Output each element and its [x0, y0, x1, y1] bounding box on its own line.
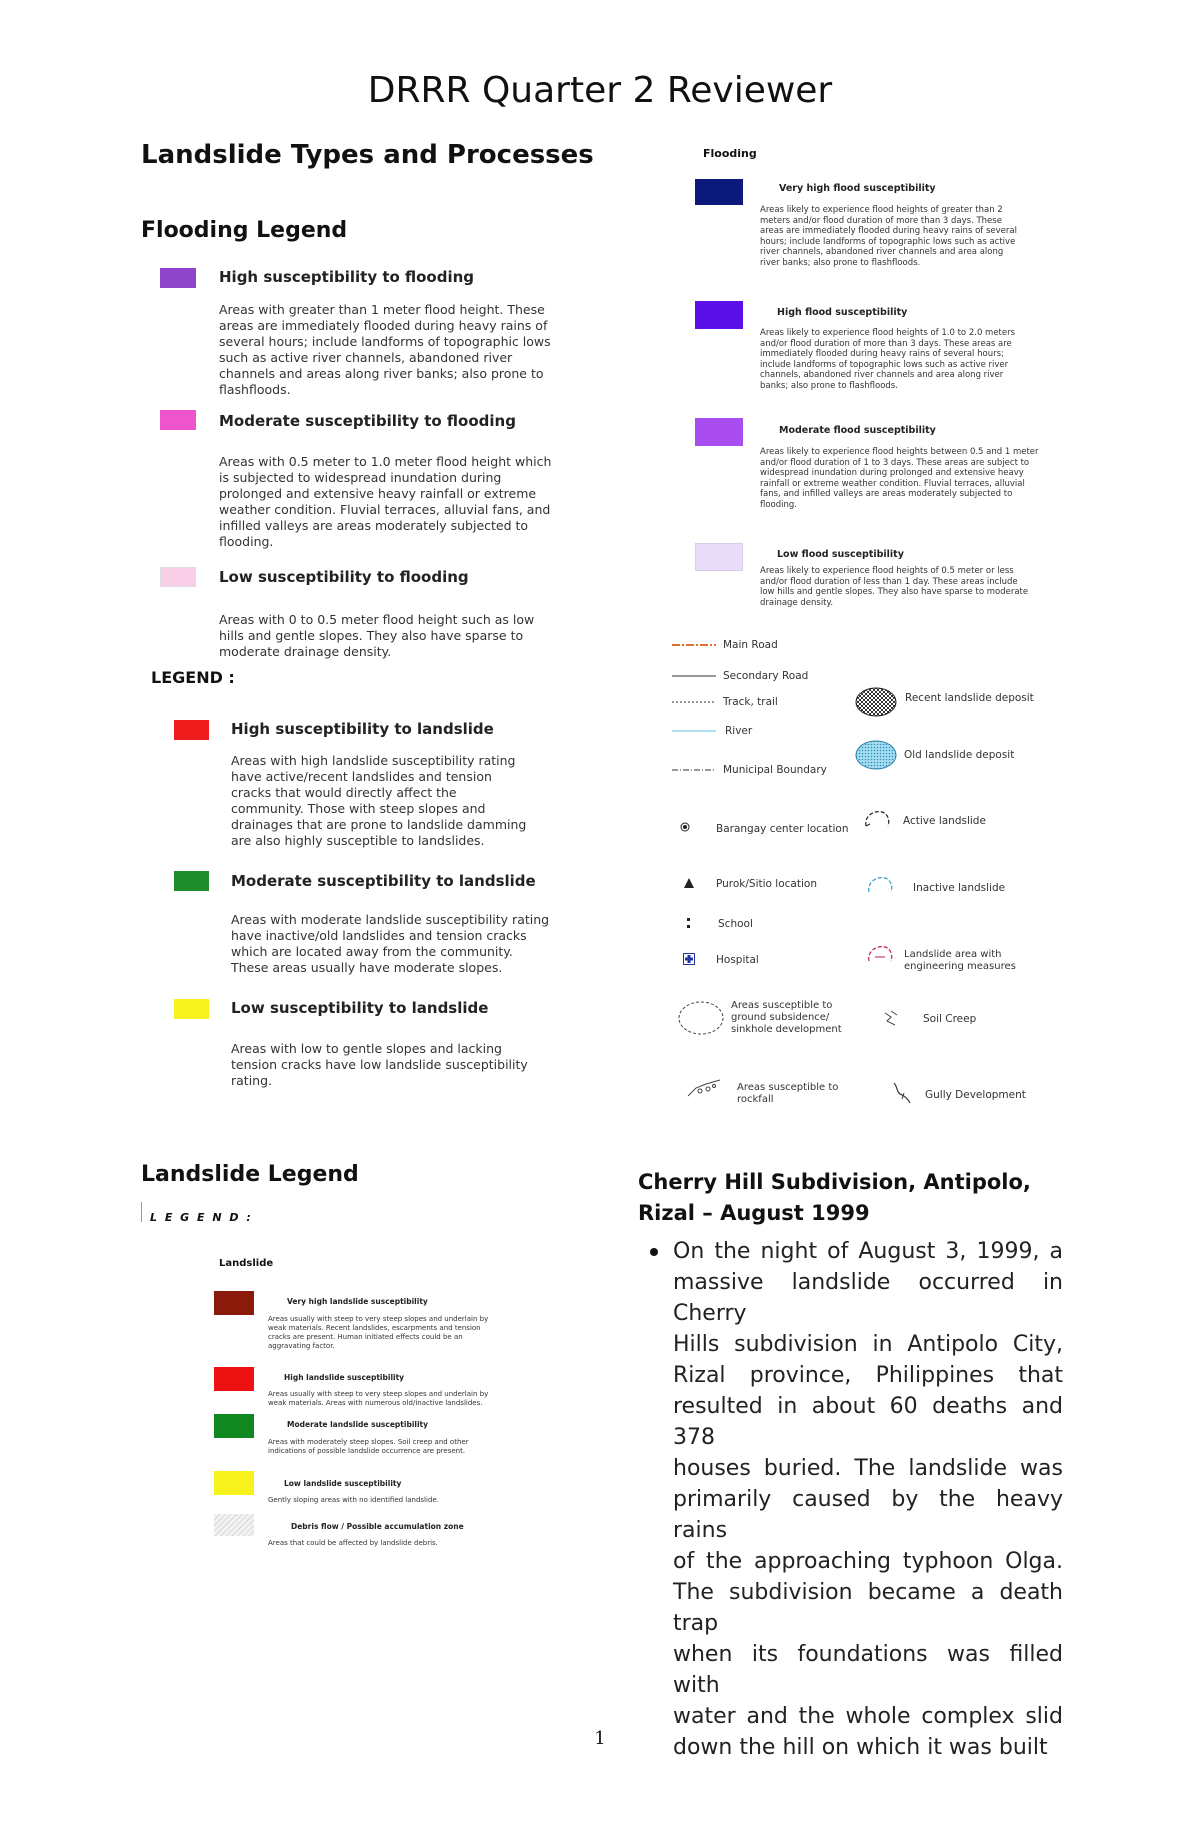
school-icon [685, 917, 693, 931]
flood-high-small-desc: Areas likely to experience flood heights of 1.0 to 2.0 meters and/or flood duration of more than 3 days. These areas are immediately flooded during heavy rains of several hours; include landforms of topographic lows such as active river channels, abandoned river channels and area along river banks; also prone to flashfloods. [760, 328, 1016, 391]
paragraph-line: The subdivision became a death trap [673, 1580, 1063, 1636]
active-landslide-icon [862, 808, 892, 834]
flood-low-small-swatch [695, 543, 743, 571]
paragraph-line: houses buried. The landslide was [673, 1456, 1063, 1481]
active-landslide-label: Active landslide [903, 815, 986, 827]
paragraph-line: massive landslide occurred in Cherry [673, 1270, 1063, 1326]
soil-creep-icon [883, 1009, 903, 1029]
landslide-low-desc: Areas with low to gentle slopes and lacking tension cracks have low landslide susceptibility rating. [231, 1041, 528, 1088]
purok-label: Purok/Sitio location [716, 878, 817, 890]
recent-deposit-icon [855, 687, 897, 717]
municipal-boundary-icon [672, 768, 716, 772]
landslide-legend-heading: Landslide Legend [141, 1162, 359, 1187]
flood-moderate-swatch [160, 410, 196, 430]
flood-veryhigh-desc: Areas likely to experience flood heights of greater than 2 meters and/or flood duration of more than 3 days. These areas are immediately flooded during heavy rains of several hours; include landforms of topographic lows such as active river channels, abandoned river channels and area along river banks; also prone to flashfloods. [760, 205, 1017, 268]
flood-high-desc: Areas with greater than 1 meter flood height. These areas are immediately flooded during heavy rains of several hours; include landforms of topographic lows such as active river channels, abandoned river channels and areas along river banks; also prone to flashfloods. [219, 302, 551, 397]
subsidence-icon [678, 1000, 724, 1036]
landslide-moderate-swatch [174, 871, 209, 891]
ls-low-label: Low landslide susceptibility [284, 1479, 402, 1488]
flood-low-small-desc: Areas likely to experience flood heights of 0.5 meter or less and/or flood duration of less than 1 day. These areas include low hills and gentle slopes. They also have sparse to moderate drainage density. [760, 566, 1029, 608]
main-road-label: Main Road [723, 639, 778, 651]
bullet-dot [650, 1248, 658, 1256]
paragraph-line: when its foundations was filled with [673, 1642, 1063, 1698]
flood-high-label: High susceptibility to flooding [219, 268, 475, 286]
ls-low-desc: Gently sloping areas with no identified landslide. [268, 1496, 439, 1504]
flood-high-small-label: High flood susceptibility [777, 307, 908, 318]
flood-low-small-label: Low flood susceptibility [777, 549, 904, 560]
old-deposit-icon [855, 740, 897, 770]
soil-creep-label: Soil Creep [923, 1013, 977, 1025]
case-study-title-line2: Rizal – August 1999 [638, 1201, 870, 1225]
landslide-high-label: High susceptibility to landslide [231, 720, 494, 738]
legend-small-label: L E G E N D : [150, 1211, 253, 1224]
landslide-high-desc: Areas with high landslide susceptibility rating have active/recent landslides and tension cracks that would directly affect the community. Those with steep slopes and drainages that are prone to landslide damming are also highly susceptible to landslides. [231, 753, 527, 848]
old-deposit-label: Old landslide deposit [904, 749, 1015, 761]
ls-veryhigh-swatch [214, 1291, 254, 1315]
subsidence-label: Areas susceptible to ground subsidence/ sinkhole development [731, 1000, 842, 1035]
case-study-paragraph [673, 1236, 1063, 1763]
landslide-moderate-label: Moderate susceptibility to landslide [231, 872, 536, 890]
ls-moderate-swatch [214, 1414, 254, 1438]
ls-debris-label: Debris flow / Possible accumulation zone [291, 1522, 464, 1531]
ls-debris-swatch [214, 1514, 254, 1536]
paragraph-line: of the approaching typhoon Olga. [673, 1549, 1063, 1574]
landslide-low-label: Low susceptibility to landslide [231, 999, 489, 1017]
inactive-landslide-icon [865, 874, 895, 900]
flood-moderate-label: Moderate susceptibility to flooding [219, 412, 516, 430]
image-edge-mark [141, 1202, 144, 1222]
gully-label: Gully Development [925, 1089, 1026, 1101]
ls-veryhigh-desc: Areas usually with steep to very steep slopes and underlain by weak materials. Recent landslides, escarpments and tension cracks are present. Human initiated effects could be an aggravating factor. [268, 1315, 489, 1350]
flood-low-swatch [160, 567, 196, 587]
gully-icon [890, 1081, 916, 1105]
barangay-icon [680, 822, 690, 832]
paragraph-line: water and the whole complex slid [673, 1704, 1063, 1729]
paragraph-line: Hills subdivision in Antipolo City, [673, 1332, 1063, 1357]
main-road-icon [672, 642, 716, 648]
rockfall-icon [686, 1078, 724, 1100]
inactive-landslide-label: Inactive landslide [913, 882, 1006, 894]
ls-low-swatch [214, 1471, 254, 1495]
engineered-landslide-label: Landslide area with engineering measures [904, 949, 1016, 972]
secondary-road-icon [672, 674, 716, 678]
flood-moderate-desc: Areas with 0.5 meter to 1.0 meter flood height which is subjected to widespread inundation during prolonged and extensive heavy rainfall or extreme weather condition. Fluvial terraces, alluvial fans, and infilled valleys are areas moderately subjected to flooding. [219, 454, 552, 549]
river-icon [672, 729, 716, 733]
ls-debris-desc: Areas that could be affected by landslide debris. [268, 1539, 438, 1547]
secondary-road-label: Secondary Road [723, 670, 809, 682]
flooding-legend-heading: Flooding Legend [141, 218, 348, 243]
flood-moderate-small-label: Moderate flood susceptibility [779, 425, 936, 436]
case-study-title-line1: Cherry Hill Subdivision, Antipolo, [638, 1170, 1031, 1194]
barangay-label: Barangay center location [716, 823, 849, 835]
ls-moderate-label: Moderate landslide susceptibility [287, 1420, 429, 1429]
paragraph-line: resulted in about 60 deaths and 378 [673, 1394, 1063, 1450]
paragraph-line: primarily caused by the heavy rains [673, 1487, 1063, 1543]
school-label: School [718, 918, 753, 930]
rockfall-label: Areas susceptible to rockfall [737, 1082, 839, 1105]
river-label: River [725, 725, 753, 737]
recent-deposit-label: Recent landslide deposit [905, 692, 1034, 704]
track-icon [672, 700, 716, 704]
municipal-boundary-label: Municipal Boundary [723, 764, 827, 776]
paragraph-line: Rizal province, Philippines that [673, 1363, 1063, 1388]
paragraph-line: On the night of August 3, 1999, a [673, 1239, 1063, 1264]
flood-high-small-swatch [695, 301, 743, 329]
track-label: Track, trail [723, 696, 778, 708]
hospital-label: Hospital [716, 954, 759, 966]
engineered-landslide-icon [865, 943, 895, 969]
ls-high-swatch [214, 1367, 254, 1391]
ls-high-label: High landslide susceptibility [284, 1373, 405, 1382]
flood-high-swatch [160, 268, 196, 288]
flood-low-label: Low susceptibility to flooding [219, 568, 469, 586]
hospital-icon [683, 953, 695, 965]
landslide-moderate-desc: Areas with moderate landslide susceptibility rating have inactive/old landslides and tension cracks which are located away from the community. These areas usually have moderate slopes. [231, 912, 550, 975]
ls-moderate-desc: Areas with moderately steep slopes. Soil creep and other indications of possible landslide occurrence are present. [268, 1438, 469, 1455]
page-title: DRRR Quarter 2 Reviewer [367, 70, 833, 111]
page-number: 1 [594, 1728, 606, 1749]
ls-veryhigh-label: Very high landslide susceptibility [287, 1297, 428, 1306]
legend-label: LEGEND : [151, 668, 235, 687]
landslide-low-swatch [174, 999, 209, 1019]
paragraph-line: down the hill on which it was built [673, 1735, 1048, 1760]
flooding-small-heading: Flooding [703, 147, 757, 160]
section-title: Landslide Types and Processes [141, 140, 594, 170]
landslide-small-heading: Landslide [219, 1258, 274, 1269]
flood-moderate-small-desc: Areas likely to experience flood heights between 0.5 and 1 meter and/or flood duration of 1 to 3 days. These areas are subject to widespread inundation during prolonged and extensive heavy rainfall or extreme weather condition. Fluvial terraces, alluvial fans, and infilled valleys are areas moderately subjected to flooding. [760, 447, 1039, 510]
purok-icon [684, 878, 694, 888]
ls-high-desc: Areas usually with steep to very steep slopes and underlain by weak materials. Areas with numerous old/inactive landslides. [268, 1390, 489, 1407]
flood-moderate-small-swatch [695, 418, 743, 446]
flood-veryhigh-swatch [695, 179, 743, 205]
landslide-high-swatch [174, 720, 209, 740]
case-study-title [638, 1167, 1031, 1229]
flood-veryhigh-label: Very high flood susceptibility [779, 183, 936, 194]
flood-low-desc: Areas with 0 to 0.5 meter flood height such as low hills and gentle slopes. They also have sparse to moderate drainage density. [219, 612, 535, 659]
